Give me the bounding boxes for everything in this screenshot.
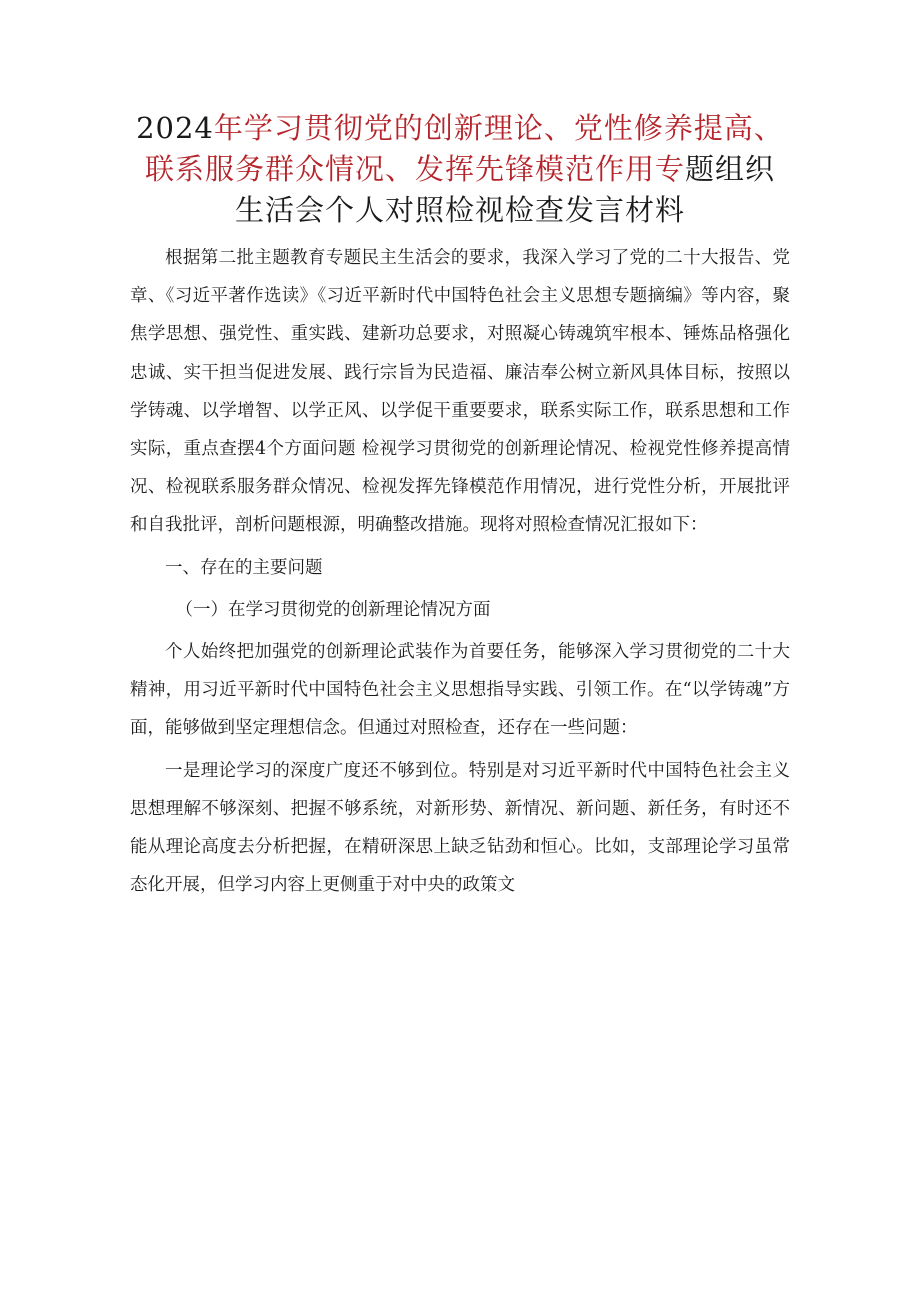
- document-title: [130, 108, 790, 231]
- body-paragraph-2: 一是理论学习的深度广度还不够到位。特别是对习近平新时代中国特色社会主义思想理解不够深刻、把握不够系统，对新形势、新情况、新问题、新任务，有时还不能从理论高度去分析把握，在精研深思上缺乏钻劲和恒心。比如，支部理论学习虽常态化开展，但学习内容上更侧重于对中央的政策文: [130, 760, 790, 896]
- title-red-part: 年学习贯彻党的创新理论、党性修养提高、联系服务群众情况、发挥先锋模范作用专: [144, 111, 784, 186]
- document-body: [130, 239, 790, 904]
- intro-paragraph: 根据第二批主题教育专题民主生活会的要求，我深入学习了党的二十大报告、党章、《习近平著作选读》《习近平新时代中国特色社会主义思想专题摘编》等内容，聚焦学思想、强党性、重实践、建新功总要求，对照凝心铸魂筑牢根本、锤炼品格强化忠诚、实干担当促进发展、践行宗旨为民造福、廉洁奉公树立新风具体目标，按照以学铸魂、以学增智、以学正风、以学促干重要要求，联系实际工作，联系思想和工作实际，重点查摆4个方面问题 检视学习贯彻党的创新理论情况、检视党性修养提高情况、检视联系服务群众情况、检视发挥先锋模范作用情况，进行党性分析，开展批评和自我批评，剖析问题根源，明确整改措施。现将对照检查情况汇报如下：: [130, 248, 790, 536]
- subsection-heading-1: （一）在学习贯彻党的创新理论情况方面: [175, 599, 491, 620]
- section-heading-1: 一、存在的主要问题: [165, 557, 323, 578]
- title-black-part: 题组织生活会个人对照检视检查发言材料: [234, 152, 776, 227]
- body-paragraph-1: 个人始终把加强党的创新理论武装作为首要任务，能够深入学习贯彻党的二十大精神，用习近平新时代中国特色社会主义思想指导实践、引领工作。在“以学铸魂”方面，能够做到坚定理想信念。但通过对照检查，还存在一些问题：: [130, 642, 790, 739]
- title-year: 2024: [136, 111, 214, 145]
